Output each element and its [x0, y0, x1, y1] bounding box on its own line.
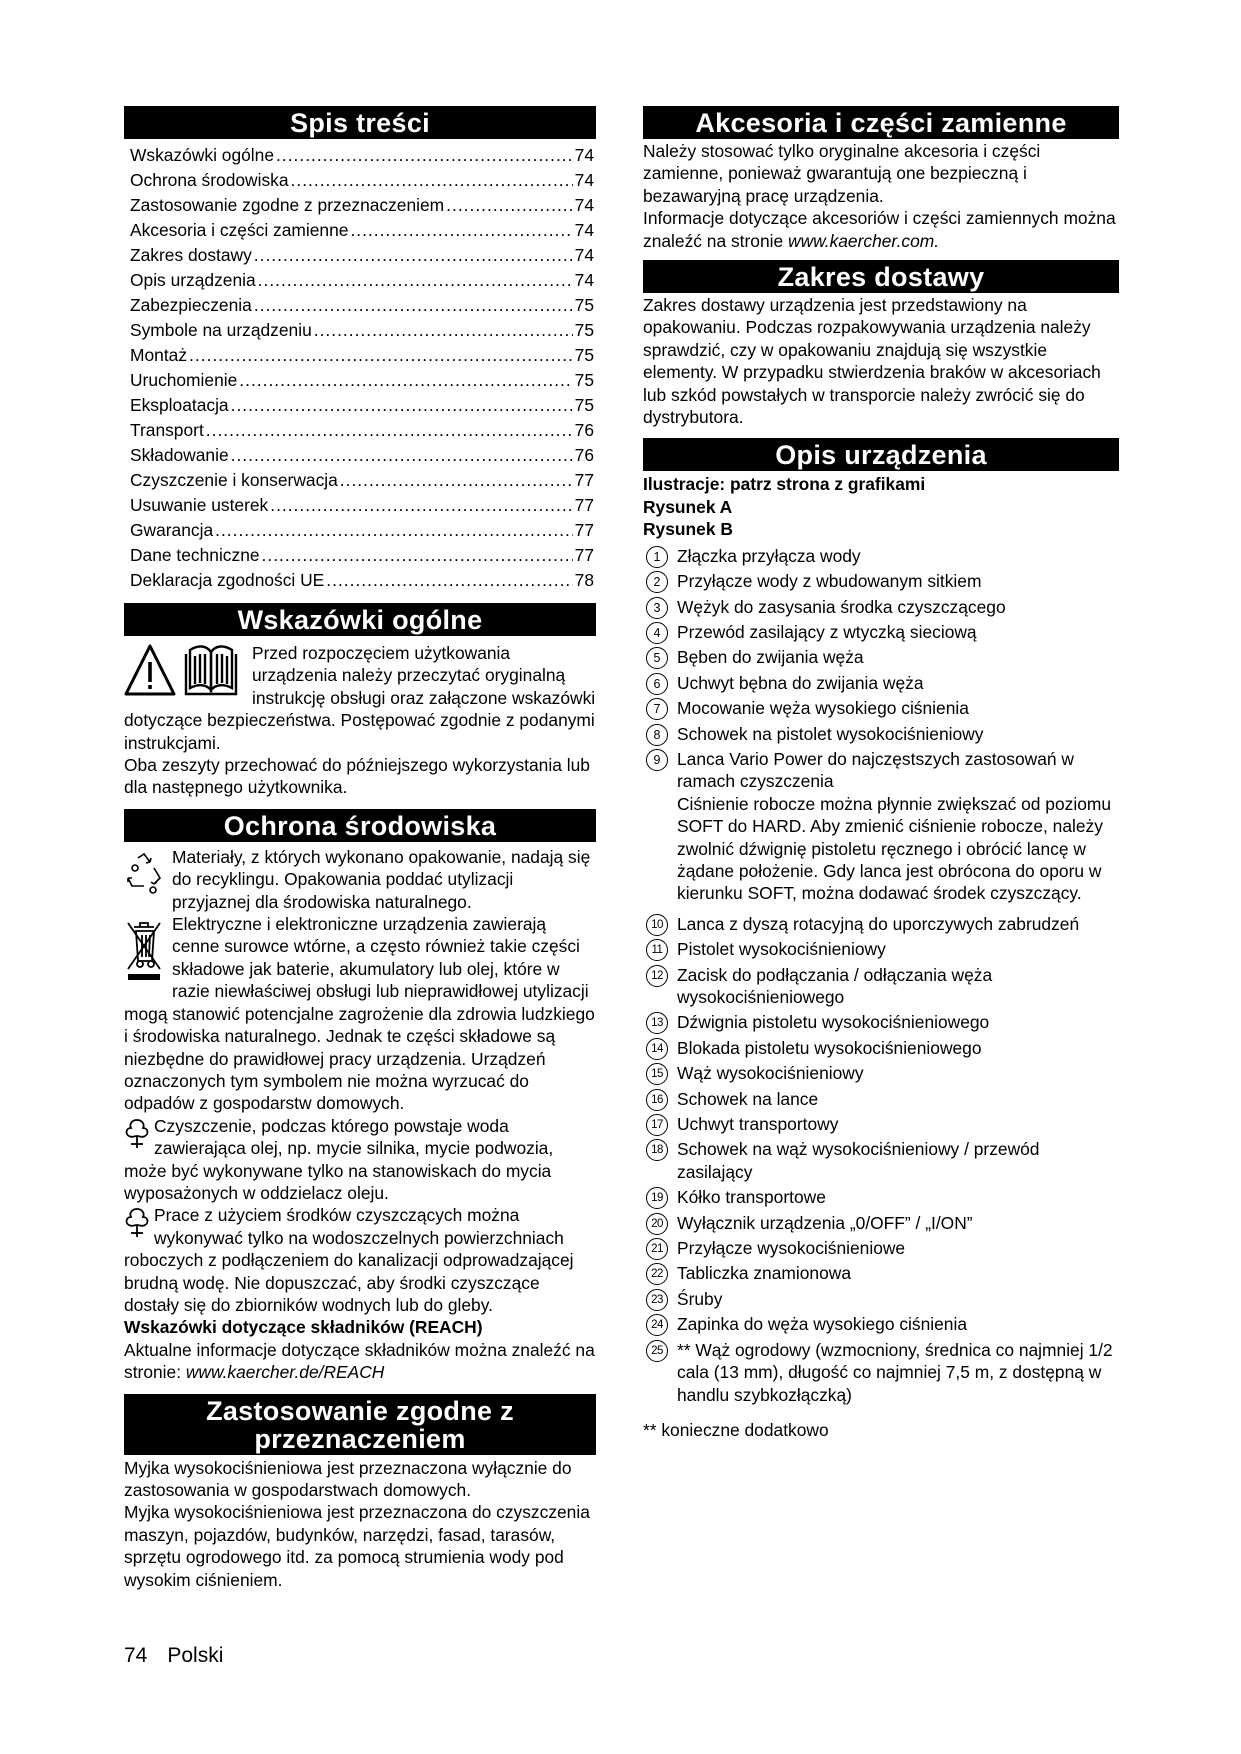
part-label: Złączka przyłącza wody: [677, 545, 861, 566]
part-item: [643, 723, 1119, 745]
part-number-badge: 4: [646, 622, 668, 644]
footer-language: Polski: [167, 1644, 224, 1667]
part-label: Kółko transportowe: [677, 1187, 826, 1208]
part-number-badge: 11: [646, 939, 668, 961]
toc-leader-dots: [231, 393, 573, 418]
toc-entry[interactable]: [130, 418, 594, 443]
toc-entry-label: Akcesoria i części zamienne: [130, 220, 349, 240]
part-number-badge: 22: [646, 1263, 668, 1285]
part-number-badge: 24: [646, 1314, 668, 1336]
toc-entry-label: Eksploatacja: [130, 395, 229, 415]
toc-entry-page: 74: [574, 170, 594, 190]
intended-use-heading: [124, 1394, 596, 1455]
part-number-badge: 15: [646, 1063, 668, 1085]
part-label: Uchwyt bębna do zwijania węża: [677, 672, 924, 693]
toc-leader-dots: [258, 268, 573, 293]
toc-leader-dots: [340, 468, 573, 493]
toc-entry[interactable]: [130, 268, 594, 293]
part-item: [643, 1011, 1119, 1033]
toc-leader-dots: [231, 443, 573, 468]
oil-text: Czyszczenie, podczas którego powstaje woda zawierająca olej, np. mycie silnika, mycie podwozia, może być wykonywane tylko na stanowiskach do mycia wyposażonych w oddzielacz oleju.: [124, 1115, 554, 1203]
detergent-icon: [124, 1207, 150, 1244]
toc-entry[interactable]: [130, 393, 594, 418]
accessories-text-2: Informacje dotyczące akcesoriów i części zamiennych można znaleźć na stronie: [643, 208, 1116, 251]
toc-entry[interactable]: [130, 368, 594, 393]
part-number-badge: 9: [646, 749, 668, 771]
part-number-badge: 19: [646, 1187, 668, 1209]
kaercher-link[interactable]: www.kaercher.com.: [788, 230, 940, 251]
part-item: [643, 545, 1119, 567]
part-label: Dźwignia pistoletu wysokociśnieniowego: [677, 1012, 990, 1033]
page-number: 74: [124, 1644, 148, 1667]
toc-entry[interactable]: [130, 568, 594, 593]
part-number-badge: 12: [646, 965, 668, 987]
table-of-contents: [130, 143, 594, 593]
part-item: [643, 1138, 1119, 1183]
toc-entry[interactable]: [130, 293, 594, 318]
part-label: Wąż wysokociśnieniowy: [677, 1063, 864, 1084]
toc-entry[interactable]: [130, 168, 594, 193]
part-label: Zacisk do podłączania / odłączania węża wysokociśnieniowego: [677, 964, 993, 1007]
part-item: [643, 1088, 1119, 1110]
toc-leader-dots: [262, 543, 573, 568]
part-item: [643, 913, 1119, 935]
general-section: [124, 636, 596, 799]
part-label: Uchwyt transportowy: [677, 1114, 839, 1135]
part-number-badge: 18: [646, 1139, 668, 1161]
part-number-badge: 1: [646, 546, 668, 568]
part-number-badge: 25: [646, 1340, 668, 1362]
recycle-icon: [124, 852, 164, 903]
toc-entry-page: 78: [574, 570, 594, 590]
part-item: [643, 1313, 1119, 1335]
weee-text: Elektryczne i elektroniczne urządzenia zawierają cenne surowce wtórne, a często również takie części składowe jak baterie, akumulatory lub olej, które w razie niewłaściwej obsługi lub nieprawidłowej utylizacji mogą stanowić potencjalne zagrożenie dla zdrowia ludzkiego i środowiska naturalnego. Jednak te części składowe są niezbędne do prawidłowej pracy urządzenia. Urządzeń oznaczonych tym symbolem nie można wyrzucać do odpadów z gospodarstw domowych.: [124, 914, 595, 1114]
toc-entry-label: Wskazówki ogólne: [130, 145, 275, 165]
part-label: Przyłącze wysokociśnieniowe: [677, 1238, 906, 1259]
part-label: Przewód zasilający z wtyczką sieciową: [677, 621, 977, 642]
toc-entry[interactable]: [130, 218, 594, 243]
toc-entry-label: Zakres dostawy: [130, 245, 252, 265]
part-item: [643, 1062, 1119, 1084]
toc-leader-dots: [215, 518, 573, 543]
toc-entry-page: 74: [574, 245, 594, 265]
part-label: Lanca Vario Power do najczęstszych zastosowań w ramach czyszczenia: [677, 748, 1074, 792]
part-item: [643, 596, 1119, 618]
general-heading: Wskazówki ogólne: [124, 603, 596, 636]
scope-heading: Zakres dostawy: [643, 260, 1119, 293]
toc-entry-label: Ochrona środowiska: [130, 170, 289, 190]
toc-leader-dots: [276, 143, 573, 168]
part-label: Lanca z dyszą rotacyjną do uporczywych zabrudzeń: [677, 913, 1080, 934]
part-number-badge: 23: [646, 1289, 668, 1311]
toc-leader-dots: [206, 418, 573, 443]
toc-entry-page: 77: [574, 495, 594, 515]
toc-leader-dots: [239, 368, 572, 393]
warning-icons: [124, 642, 246, 703]
toc-entry[interactable]: [130, 318, 594, 343]
part-item: [643, 570, 1119, 592]
toc-entry[interactable]: [130, 343, 594, 368]
reach-text: Aktualne informacje dotyczące składników można znaleźć na stronie:: [124, 1339, 595, 1383]
recycling-text: Materiały, z których wykonano opakowanie, nadają się do recyklingu. Opakowania poddać utylizacji przyjaznej dla środowiska naturalnego.: [172, 846, 591, 912]
page-footer: [124, 1644, 223, 1668]
accessories-paragraph-2: [643, 207, 1119, 252]
part-number-badge: 10: [646, 914, 668, 936]
toc-entry-label: Gwarancja: [130, 520, 214, 540]
parts-list: [643, 545, 1119, 1406]
toc-entry-label: Czyszczenie i konserwacja: [130, 470, 338, 490]
toc-entry[interactable]: [130, 443, 594, 468]
toc-entry-label: Dane techniczne: [130, 545, 260, 565]
part-label: Wyłącznik urządzenia „0/OFF” / „I/ON”: [677, 1212, 973, 1233]
part-number-badge: 6: [646, 673, 668, 695]
part-number-badge: 20: [646, 1213, 668, 1235]
detergent-text: Prace z użyciem środków czyszczących można wykonywać tylko na wodoszczelnych powierzchniach roboczych z podłączeniem do kanalizacji odprowadzającej brudną wodę. Nie dopuszczać, aby środki czyszczące dostały się do zbiorników wodnych lub do gleby.: [124, 1205, 574, 1315]
part-label: Schowek na pistolet wysokociśnieniowy: [677, 723, 984, 744]
part-label: Pistolet wysokociśnieniowy: [677, 939, 886, 960]
toc-entry-label: Transport: [130, 420, 204, 440]
part-number-badge: 21: [646, 1238, 668, 1260]
general-warning-text: Przed rozpoczęciem użytkowania urządzenia należy przeczytać oryginalną instrukcję obsługi oraz załączone wskazówki dotyczące bezpieczeństwa. Postępować zgodnie z podanymi instrukcjami.: [124, 643, 596, 753]
accessories-text-1: Należy stosować tylko oryginalne akcesoria i części zamienne, ponieważ gwarantują one bezpieczną i bezawaryjną pracę urządzenia.: [643, 141, 1041, 206]
toc-entry-label: Zabezpieczenia: [130, 295, 252, 315]
toc-leader-dots: [254, 243, 573, 268]
toc-entry-page: 74: [574, 220, 594, 240]
weee-bin-icon: [124, 917, 164, 992]
right-column: [643, 106, 1119, 1441]
part-item: [643, 964, 1119, 1009]
part-label: Bęben do zwijania węża: [677, 647, 864, 668]
part-label: Śruby: [677, 1288, 723, 1309]
part-label: Przyłącze wody z wbudowanym sitkiem: [677, 571, 982, 592]
reach-paragraph: [124, 1339, 596, 1384]
part-item: [643, 646, 1119, 668]
intended-use-section: [124, 1455, 596, 1591]
part-item: [643, 1037, 1119, 1059]
toc-entry-label: Opis urządzenia: [130, 270, 256, 290]
part-label: Schowek na lance: [677, 1088, 819, 1109]
part-item: [643, 1339, 1119, 1406]
toc-entry[interactable]: [130, 543, 594, 568]
part-item: [643, 621, 1119, 643]
toc-entry-page: 75: [574, 395, 594, 415]
intended-use-heading-line1: Zastosowanie zgodne z: [206, 1395, 514, 1426]
part-item: [643, 1212, 1119, 1234]
part-label: Zapinka do węża wysokiego ciśnienia: [677, 1314, 968, 1335]
part-item: [643, 672, 1119, 694]
part-number-badge: 3: [646, 597, 668, 619]
toc-leader-dots: [189, 343, 573, 368]
part-number-badge: 16: [646, 1089, 668, 1111]
toc-entry-label: Montaż: [130, 345, 188, 365]
toc-entry-label: Zastosowanie zgodne z przeznaczeniem: [130, 195, 445, 215]
toc-entry-page: 74: [574, 195, 594, 215]
illustrations-note: Ilustracje: patrz strona z grafikami: [643, 474, 926, 495]
toc-entry-page: 75: [574, 370, 594, 390]
description-heading: Opis urządzenia: [643, 438, 1119, 471]
toc-entry-label: Usuwanie usterek: [130, 495, 269, 515]
figure-b-label: Rysunek B: [643, 519, 733, 540]
general-keep-text: Oba zeszyty przechować do późniejszego wykorzystania lub dla następnego użytkownika.: [124, 755, 590, 798]
part-item: [643, 1237, 1119, 1259]
part-item: [643, 697, 1119, 719]
part-item: [643, 748, 1119, 905]
part-label: Mocowanie węża wysokiego ciśnienia: [677, 698, 969, 719]
intended-use-text-1: Myjka wysokociśnieniowa jest przeznaczona wyłącznie do zastosowania w gospodarstwach domowych.: [124, 1457, 572, 1500]
environment-section: [124, 842, 596, 1384]
part-label: Wężyk do zasysania środka czyszczącego: [677, 596, 1006, 617]
part-item: [643, 938, 1119, 960]
accessories-section: [643, 139, 1119, 252]
toc-entry-page: 75: [574, 320, 594, 340]
toc-entry[interactable]: [130, 193, 594, 218]
toc-entry-page: 76: [574, 420, 594, 440]
part-number-badge: 14: [646, 1038, 668, 1060]
warning-triangle-icon: [124, 642, 246, 698]
toc-entry-page: 74: [574, 145, 594, 165]
part-label: Schowek na wąż wysokociśnieniowy / przewód zasilający: [677, 1139, 1040, 1182]
part-number-badge: 7: [646, 698, 668, 720]
item9-note: Ciśnienie robocze można płynnie zwiększać od poziomu SOFT do HARD. Aby zmienić ciśnienie robocze, należy zwolnić dźwignię pistoletu ręcznego i obrócić lancę w żądane położenie. Gdy lanca jest obrócona do oporu w kierunku SOFT, można dodawać środek czyszczący.: [677, 793, 1112, 904]
toc-entry[interactable]: [130, 143, 594, 168]
toc-leader-dots: [291, 168, 573, 193]
toc-entry-page: 75: [574, 295, 594, 315]
part-item: [643, 1113, 1119, 1135]
toc-leader-dots: [350, 218, 572, 243]
toc-leader-dots: [326, 568, 572, 593]
environment-heading: Ochrona środowiska: [124, 809, 596, 842]
toc-entry[interactable]: [130, 518, 594, 543]
toc-entry-page: 77: [574, 545, 594, 565]
toc-entry-label: Uruchomienie: [130, 370, 238, 390]
toc-leader-dots: [254, 293, 573, 318]
reach-heading: Wskazówki dotyczące składników (REACH): [124, 1317, 483, 1338]
part-number-badge: 5: [646, 647, 668, 669]
toc-entry-page: 75: [574, 345, 594, 365]
toc-entry-page: 77: [574, 470, 594, 490]
toc-entry-label: Składowanie: [130, 445, 229, 465]
accessories-heading: Akcesoria i części zamienne: [643, 106, 1119, 139]
part-number-badge: 2: [646, 571, 668, 593]
part-item: [643, 1262, 1119, 1284]
manual-book-icon: [186, 646, 236, 694]
scope-section: [643, 293, 1119, 428]
toc-entry-page: 76: [574, 445, 594, 465]
part-label: Tabliczka znamionowa: [677, 1263, 851, 1284]
part-item: [643, 1186, 1119, 1208]
toc-entry-label: Symbole na urządzeniu: [130, 320, 312, 340]
reach-link[interactable]: www.kaercher.de/REACH: [185, 1362, 385, 1383]
intended-use-text-2: Myjka wysokociśnieniowa jest przeznaczona do czyszczenia maszyn, pojazdów, budynków, narzędzi, fasad, tarasów, sprzętu ogrodowego itd. za pomocą strumienia wody pod wysokim ciśnieniem.: [124, 1502, 590, 1590]
description-section: [643, 471, 1119, 1441]
intended-use-heading-line2: przeznaczeniem: [254, 1423, 466, 1454]
toc-entry[interactable]: [130, 493, 594, 518]
part-item: [643, 1288, 1119, 1310]
toc-leader-dots: [270, 493, 572, 518]
footnote: ** konieczne dodatkowo: [643, 1419, 829, 1440]
toc-entry[interactable]: [130, 243, 594, 268]
toc-leader-dots: [446, 193, 572, 218]
toc-entry-page: 77: [574, 520, 594, 540]
scope-text: Zakres dostawy urządzenia jest przedstawiony na opakowaniu. Podczas rozpakowywania urządzenia należy sprawdzić, czy w opakowaniu znajdują się wszystkie elementy. W przypadku stwierdzenia braków w akcesoriach lub szkód powstałych w transporcie należy zwrócić się do dystrybutora.: [643, 295, 1101, 428]
toc-entry-label: Deklaracja zgodności UE: [130, 570, 325, 590]
toc-leader-dots: [314, 318, 573, 343]
part-number-badge: 8: [646, 724, 668, 746]
toc-heading: Spis treści: [124, 106, 596, 139]
part-label: Blokada pistoletu wysokociśnieniowego: [677, 1037, 982, 1058]
part-number-badge: 17: [646, 1114, 668, 1136]
left-column: [124, 106, 596, 1591]
toc-entry[interactable]: [130, 468, 594, 493]
part-number-badge: 13: [646, 1012, 668, 1034]
figure-a-label: Rysunek A: [643, 496, 733, 517]
part-label: ** Wąż ogrodowy (wzmocniony, średnica co najmniej 1/2 cala (13 mm), długość co najmniej 7,5 m, z dostępną w handlu szybkozłączką): [677, 1339, 1113, 1405]
toc-entry-page: 74: [574, 270, 594, 290]
oil-water-icon: [124, 1118, 150, 1155]
